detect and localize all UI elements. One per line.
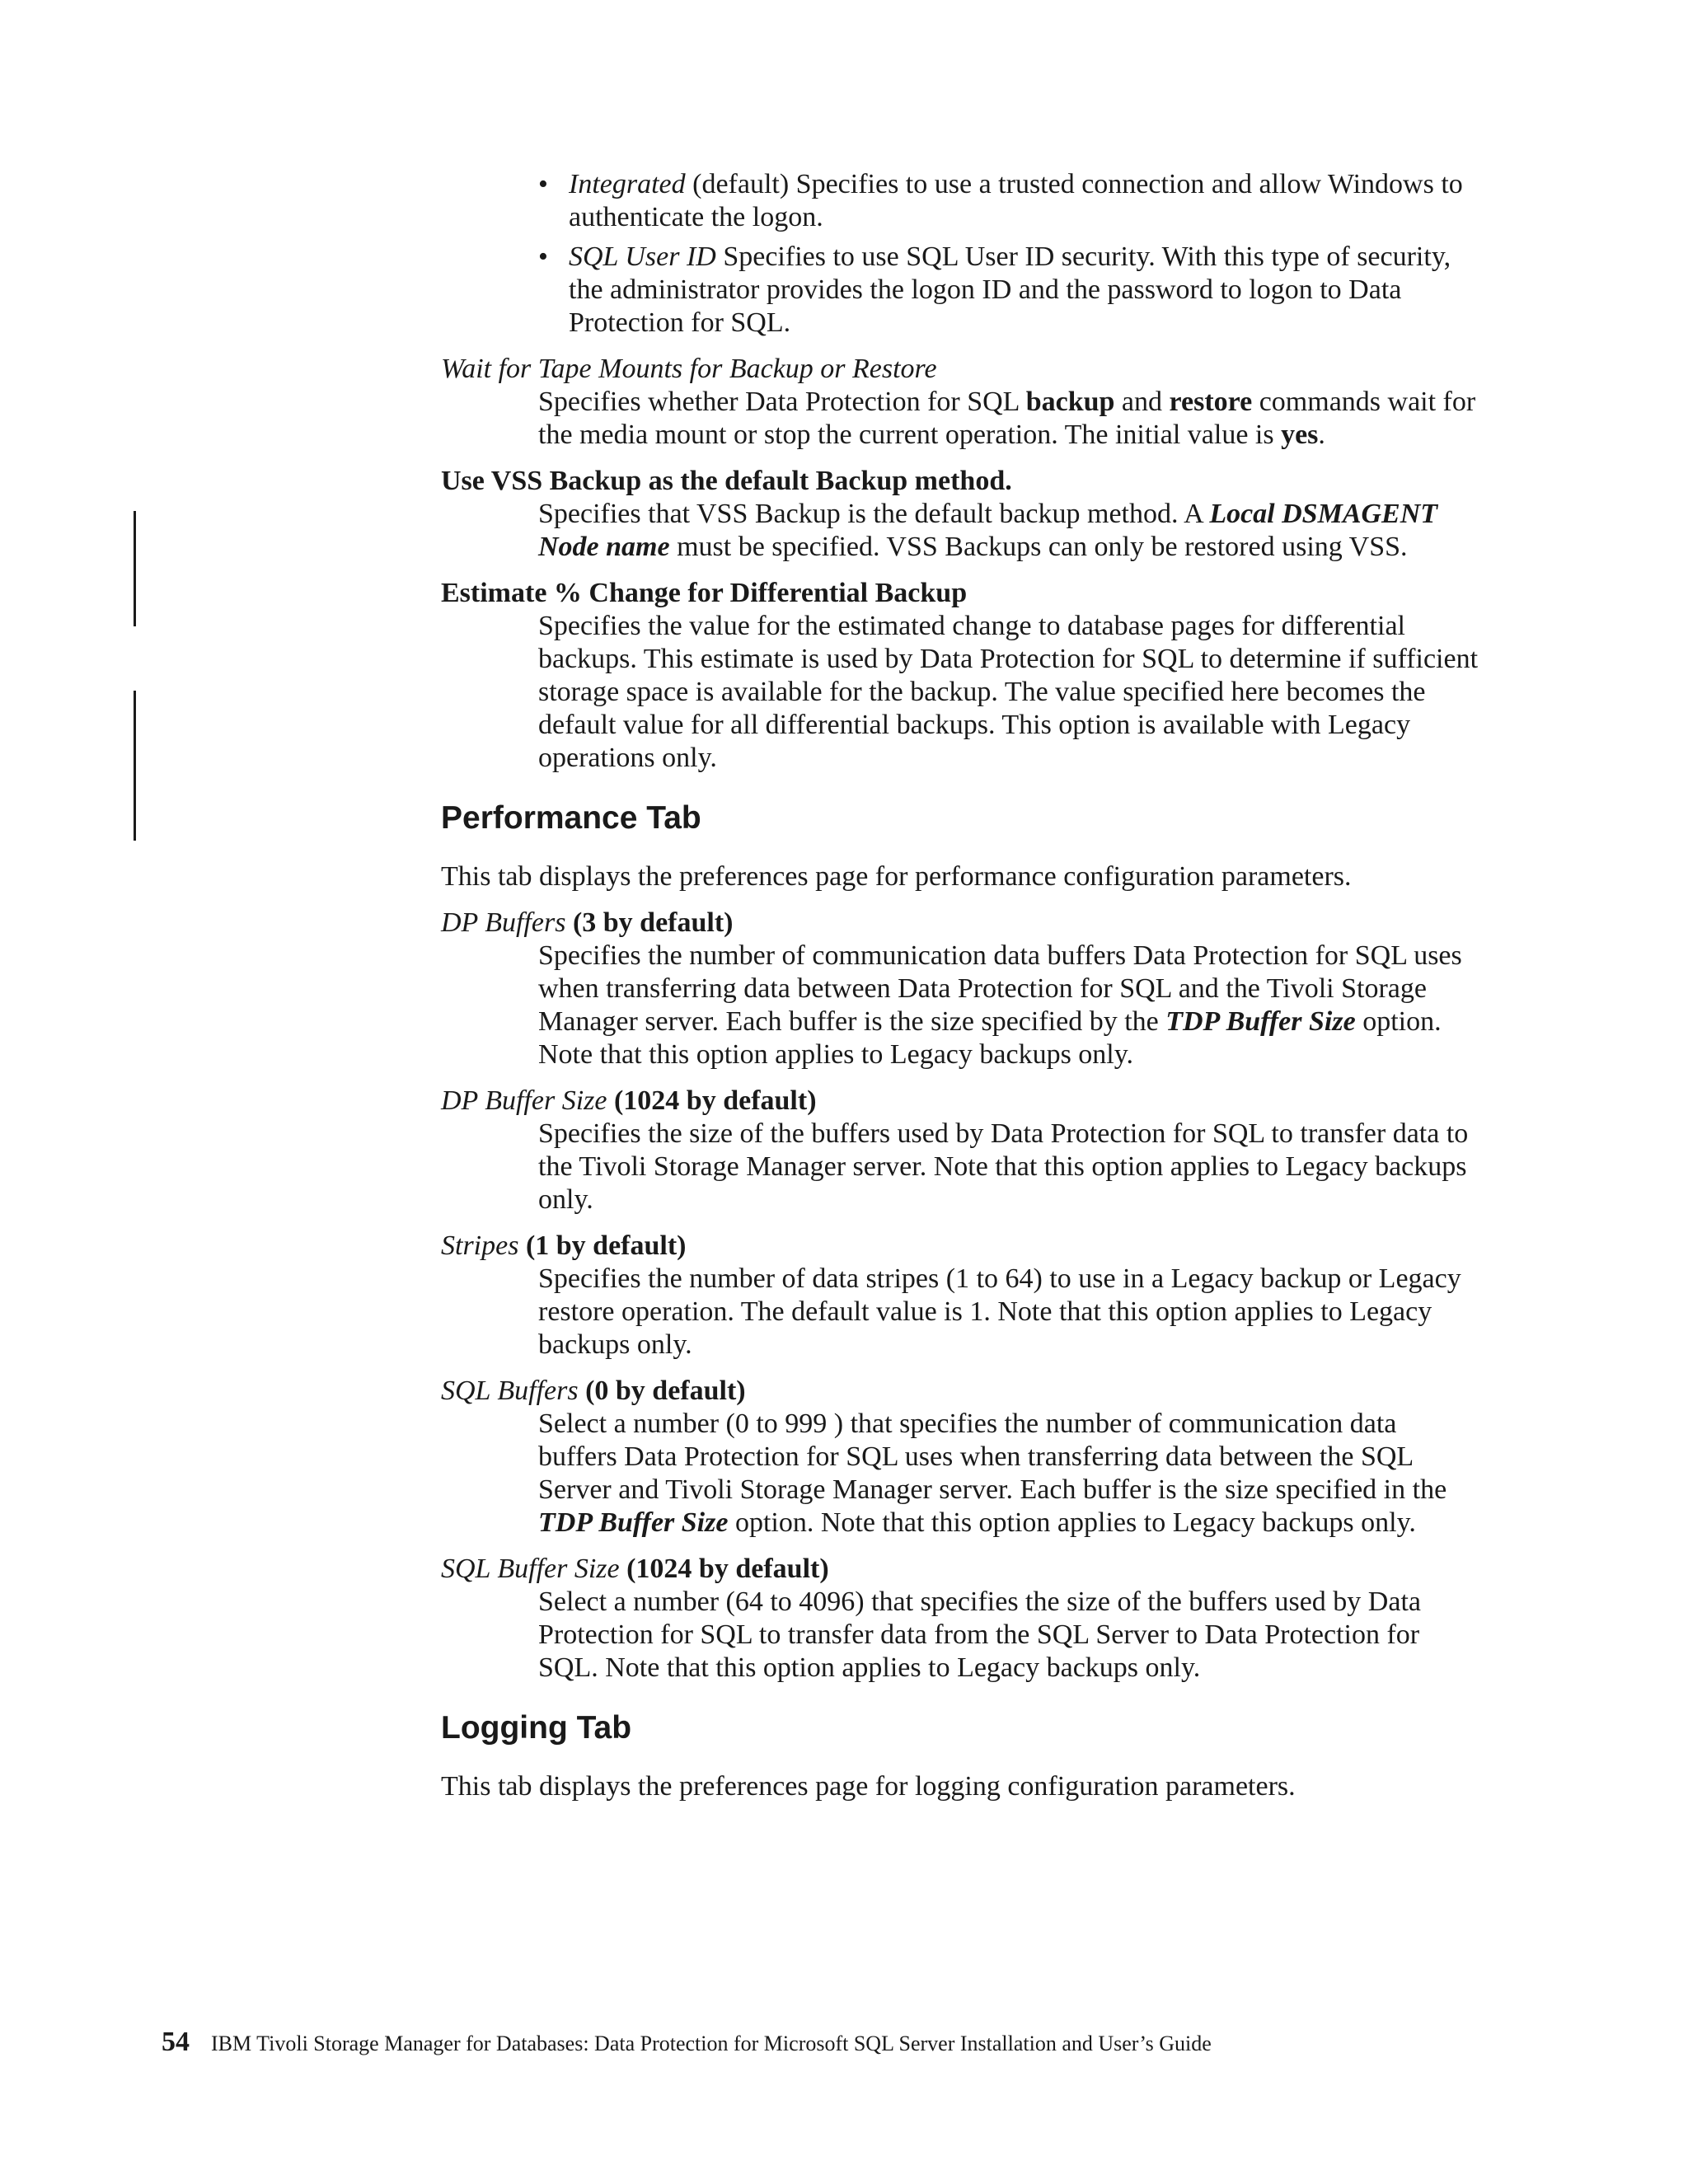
desc-sql-buffer-size: Select a number (64 to 4096) that specifies the size of the buffers used by Data Protection for SQL to transfer data from the SQL Server to Data Protection for SQL. Note that this option applies to Legacy backups only. <box>538 1586 1421 1683</box>
page-number: 54 <box>162 2027 190 2057</box>
term-dp-buffer-size: DP Buffer Size (1024 by default) <box>441 1085 817 1116</box>
term-estimate-change: Estimate % Change for Differential Backup <box>441 578 968 608</box>
desc-dp-buffer-size: Specifies the size of the buffers used by Data Protection for SQL to transfer data to the Tivoli Storage Manager server. Note that this option applies to Legacy backups only. <box>538 1118 1469 1215</box>
page-footer <box>162 2029 1212 2057</box>
page-content <box>441 168 1479 1803</box>
change-bar-vss <box>134 511 136 626</box>
section-title-performance: Performance Tab <box>441 800 701 836</box>
auth-options-list <box>441 168 1479 340</box>
list-item-sql-user-id: • SQL User ID Specifies to use SQL User ID security. With this type of security, the administrator provides the logon ID and the password to logon to Data Protection for SQL. <box>441 241 1479 340</box>
term-use-vss-backup: Use VSS Backup as the default Backup method. <box>441 466 1012 496</box>
desc-wait-tape-mounts: Specifies whether Data Protection for SQL backup and restore commands wait for the media mount or stop the current operation. The initial value is yes. <box>538 387 1476 450</box>
term-wait-tape-mounts: Wait for Tape Mounts for Backup or Restore <box>441 354 937 384</box>
footer-book-title: IBM Tivoli Storage Manager for Databases: Data Protection for Microsoft SQL Server Installation and User’s Guide <box>211 2032 1212 2055</box>
term-sql-buffer-size: SQL Buffer Size (1024 by default) <box>441 1554 829 1584</box>
term-sql-buffers: SQL Buffers (0 by default) <box>441 1376 746 1406</box>
desc-dp-buffers: Specifies the number of communication data buffers Data Protection for SQL uses when transferring data between Data Protection for SQL and the Tivoli Storage Manager server. Each buffer is the size specified by the TDP Buffer Size option. Note that this option applies to Legacy backups only. <box>538 940 1462 1070</box>
list-item-integrated: • Integrated (default) Specifies to use a trusted connection and allow Windows to authenticate the logon. <box>441 168 1479 234</box>
term-dp-buffers: DP Buffers (3 by default) <box>441 907 734 938</box>
desc-estimate-change: Specifies the value for the estimated change to database pages for differential backups. This estimate is used by Data Protection for SQL to determine if sufficient storage space is available for the backup. The value specified here becomes the default value for all differential backups. This option is available with Legacy operations only. <box>538 611 1479 773</box>
term-stripes: Stripes (1 by default) <box>441 1230 687 1261</box>
section-title-logging: Logging Tab <box>441 1710 632 1746</box>
desc-stripes: Specifies the number of data stripes (1 to 64) to use in a Legacy backup or Legacy restore operation. The default value is 1. Note that this option applies to Legacy backups only. <box>538 1263 1461 1360</box>
desc-sql-buffers: Select a number (0 to 999 ) that specifies the number of communication data buffers Data Protection for SQL uses when transferring data between the SQL Server and Tivoli Storage Manager server. Each buffer is the size specified in the TDP Buffer Size option. Note that this option applies to Legacy backups only. <box>538 1408 1447 1538</box>
section-intro-performance: This tab displays the preferences page for performance configuration parameters. <box>441 861 1352 892</box>
change-bar-estimate <box>134 691 136 841</box>
section-intro-logging: This tab displays the preferences page for logging configuration parameters. <box>441 1771 1296 1802</box>
desc-use-vss-backup: Specifies that VSS Backup is the default backup method. A Local DSMAGENT Node name must be specified. VSS Backups can only be restored using VSS. <box>538 499 1438 562</box>
